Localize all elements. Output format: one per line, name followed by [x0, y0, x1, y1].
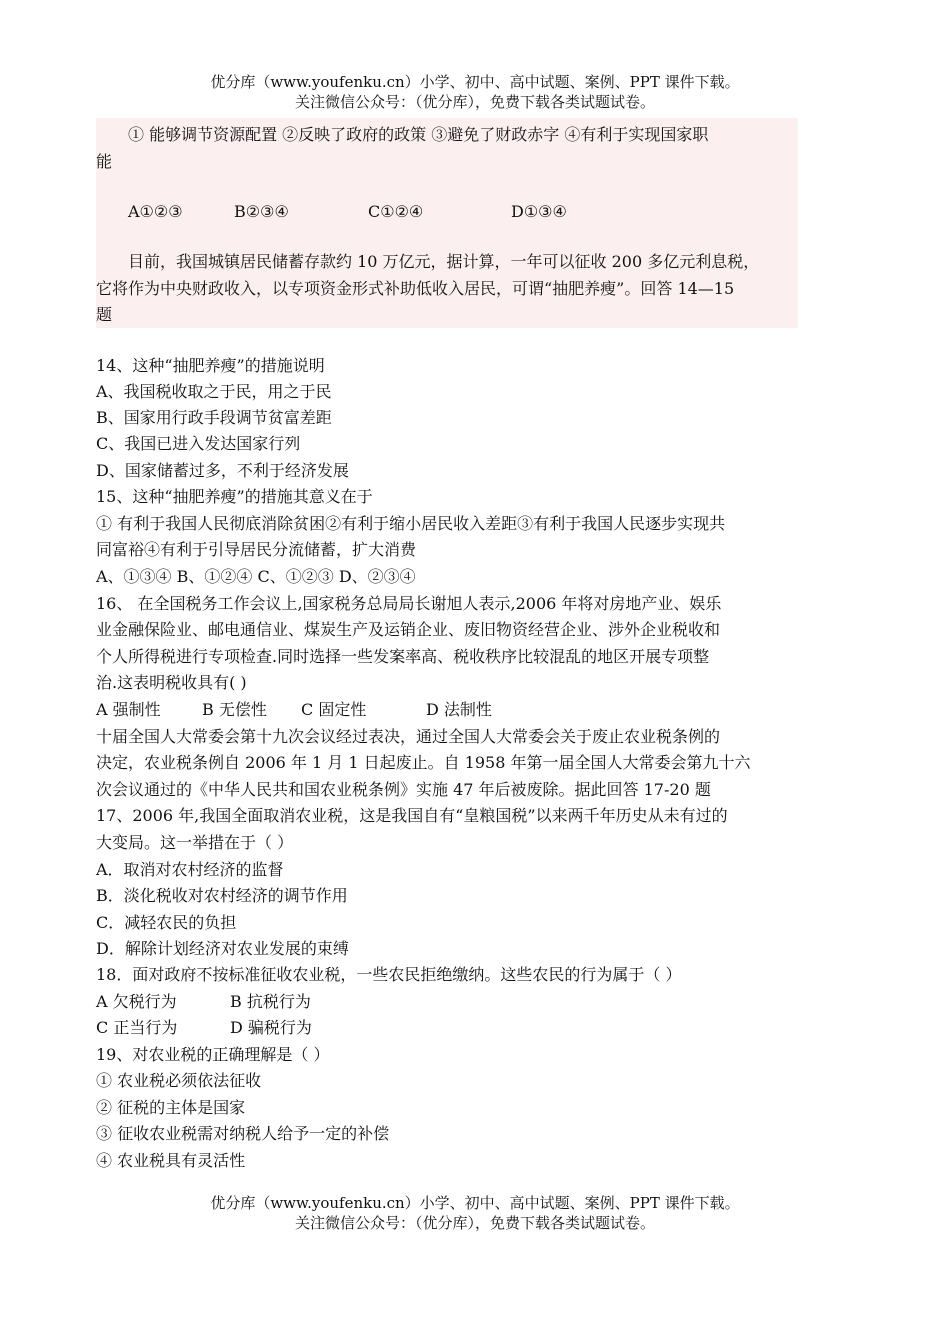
- q19-item-2: ② 征税的主体是国家: [96, 1098, 246, 1117]
- q16-choice-a: A 强制性: [96, 700, 161, 719]
- passage-line-2: 它将作为中央财政收入，以专项资金形式补助低收入居民，可谓“抽肥养瘦”。回答 14—15: [96, 279, 735, 298]
- header-line-2: 关注微信公众号：（优分库），免费下载各类试题试卷。: [294, 93, 655, 111]
- q14-stem: 14、这种“抽肥养瘦”的措施说明: [96, 356, 325, 375]
- choice-b: B②③④: [234, 202, 289, 221]
- q17-option-d: D．解除计划经济对农业发展的束缚: [96, 939, 349, 958]
- q19-item-3: ③ 征收农业税需对纳税人给予一定的补偿: [96, 1124, 390, 1143]
- footer-line-1: 优分库（www.youfenku.cn）小学、初中、高中试题、案例、PPT 课件下载。: [210, 1194, 740, 1212]
- q14-option-d: D、国家储蓄过多，不利于经济发展: [96, 461, 349, 480]
- q16-line-2: 业金融保险业、邮电通信业、煤炭生产及运销企业、废旧物资经营企业、涉外企业税收和: [96, 620, 721, 639]
- q14-option-a: A、我国税收取之于民，用之于民: [96, 382, 332, 401]
- options-line-cont: 能: [96, 152, 113, 171]
- q14-option-c: C、我国已进入发达国家行列: [96, 434, 301, 453]
- choice-d: D①③④: [511, 202, 567, 221]
- q18-choice-d: D 骗税行为: [230, 1018, 312, 1037]
- choice-a: A①②③: [128, 202, 183, 221]
- q18-choice-b: B 抗税行为: [230, 992, 311, 1011]
- q17-option-b: B．淡化税收对农村经济的调节作用: [96, 886, 348, 905]
- q15-choices: A、①③④ B、①②④ C、①②③ D、②③④: [96, 567, 416, 586]
- q17-line-1: 17、2006 年,我国全面取消农业税，这是我国自有“皇粮国税”以来两千年历史从未有过的: [96, 806, 728, 825]
- q17-option-c: C．减轻农民的负担: [96, 913, 237, 932]
- q16-choice-b: B 无偿性: [202, 700, 267, 719]
- passage-line-1: 目前，我国城镇居民储蓄存款约 10 万亿元，据计算，一年可以征收 200 多亿元利息税，: [128, 252, 760, 271]
- q15-line-1: ① 有利于我国人民彻底消除贫困②有利于缩小居民收入差距③有利于我国人民逐步实现共: [96, 514, 726, 533]
- q16-choice-c: C 固定性: [301, 700, 367, 719]
- q16-line-1: 16、 在全国税务工作会议上,国家税务总局局长谢旭人表示,2006 年将对房地产业、娱乐: [96, 594, 722, 613]
- q15-stem: 15、这种“抽肥养瘦”的措施其意义在于: [96, 487, 373, 506]
- q17-option-a: A．取消对农村经济的监督: [96, 860, 284, 879]
- choice-c: C①②④: [368, 202, 424, 221]
- passage2-line-3: 次会议通过的《中华人民共和国农业税条例》实施 47 年后被废除。据此回答 17-20 题: [96, 780, 711, 799]
- passage-line-3: 题: [96, 305, 113, 324]
- q16-choice-d: D 法制性: [426, 700, 492, 719]
- passage2-line-2: 决定，农业税条例自 2006 年 1 月 1 日起废止。自 1958 年第一届全国人大常委会第九十六: [96, 753, 751, 772]
- q18-choice-a: A 欠税行为: [96, 992, 177, 1011]
- q19-item-1: ① 农业税必须依法征收: [96, 1071, 262, 1090]
- footer-line-2: 关注微信公众号：（优分库），免费下载各类试题试卷。: [294, 1214, 655, 1232]
- q18-choice-c: C 正当行为: [96, 1018, 178, 1037]
- q19-stem: 19、对农业税的正确理解是（ ）: [96, 1045, 330, 1064]
- page-header: [0, 72, 950, 112]
- header-line-1: 优分库（www.youfenku.cn）小学、初中、高中试题、案例、PPT 课件下载。: [210, 73, 740, 91]
- passage2-line-1: 十届全国人大常委会第十九次会议经过表决，通过全国人大常委会关于废止农业税条例的: [96, 727, 721, 746]
- q17-line-2: 大变局。这一举措在于（ ）: [96, 833, 294, 852]
- q19-item-4: ④ 农业税具有灵活性: [96, 1151, 246, 1170]
- options-line: ① 能够调节资源配置 ②反映了政府的政策 ③避免了财政赤字 ④有利于实现国家职: [128, 125, 709, 144]
- q15-line-2: 同富裕④有利于引导居民分流储蓄，扩大消费: [96, 540, 417, 559]
- q16-line-3: 个人所得税进行专项检查.同时选择一些发案率高、税收秩序比较混乱的地区开展专项整: [96, 647, 710, 666]
- q16-line-4: 治.这表明税收具有( ): [96, 673, 247, 692]
- q18-stem: 18．面对政府不按标准征收农业税，一些农民拒绝缴纳。这些农民的行为属于（ ）: [96, 965, 682, 984]
- q14-option-b: B、国家用行政手段调节贫富差距: [96, 408, 332, 427]
- page-footer: [0, 1193, 950, 1233]
